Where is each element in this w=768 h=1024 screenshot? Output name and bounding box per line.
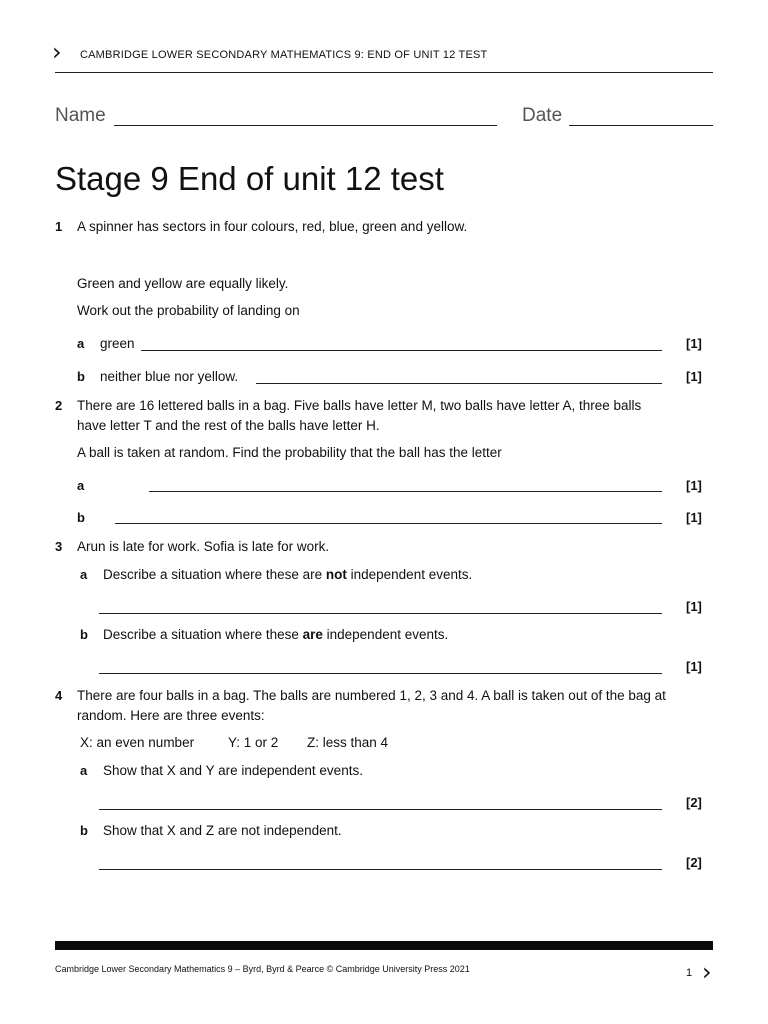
part-label: b	[80, 823, 88, 838]
part-text: Describe a situation where these are independent events.	[103, 627, 449, 642]
event-x: X: an even number	[80, 735, 195, 750]
header-chevron-icon: ›	[52, 38, 62, 66]
part-label: b	[80, 627, 88, 642]
marks-badge: [2]	[686, 855, 702, 870]
question-number: 1	[55, 219, 63, 234]
footer-copyright: Cambridge Lower Secondary Mathematics 9 – Byrd, Byrd & Pearce © Cambridge University Press 2021	[55, 964, 470, 974]
part-label: b	[77, 510, 85, 525]
part-text: green	[100, 336, 135, 351]
name-label: Name	[55, 105, 106, 126]
name-field[interactable]	[114, 125, 497, 126]
date-field[interactable]	[569, 125, 713, 126]
question-number: 2	[55, 398, 63, 413]
question-text: There are four balls in a bag. The balls are numbered 1, 2, 3 and 4. A ball is taken out of the bag at random. Here are three events:	[77, 688, 666, 723]
event-y: Y: 1 or 2	[228, 735, 279, 750]
question-text: Arun is late for work. Sofia is late for work.	[77, 539, 330, 554]
answer-line[interactable]	[141, 350, 662, 351]
date-label: Date	[522, 105, 563, 126]
part-label: a	[77, 336, 85, 351]
question-text: Work out the probability of landing on	[77, 303, 300, 318]
question-number: 3	[55, 539, 63, 554]
marks-badge: [1]	[686, 599, 702, 614]
answer-line[interactable]	[99, 869, 662, 870]
answer-line[interactable]	[99, 809, 662, 810]
page-title: Stage 9 End of unit 12 test	[55, 160, 444, 197]
answer-line[interactable]	[256, 383, 662, 384]
header-title: CAMBRIDGE LOWER SECONDARY MATHEMATICS 9: END OF UNIT 12 TEST	[80, 49, 488, 61]
page-number: 1	[686, 967, 693, 979]
part-label: a	[80, 567, 88, 582]
marks-badge: [1]	[686, 369, 702, 384]
marks-badge: [1]	[686, 659, 702, 674]
question-number: 4	[55, 688, 63, 703]
part-text: Show that X and Y are independent events.	[103, 763, 363, 778]
answer-line[interactable]	[99, 613, 662, 614]
question-text: A ball is taken at random. Find the probability that the ball has the letter	[77, 445, 502, 460]
next-page-chevron-icon[interactable]: ›	[702, 958, 712, 986]
part-label: b	[77, 369, 85, 384]
event-z: Z: less than 4	[307, 735, 389, 750]
part-label: a	[77, 478, 85, 493]
answer-line[interactable]	[99, 673, 662, 674]
part-label: a	[80, 763, 88, 778]
marks-badge: [1]	[686, 336, 702, 351]
question-text: There are 16 lettered balls in a bag. Five balls have letter M, two balls have letter A, three balls have letter T and the rest of the balls have letter H.	[77, 398, 642, 433]
answer-line[interactable]	[149, 491, 662, 492]
answer-line[interactable]	[115, 523, 662, 524]
marks-badge: [1]	[686, 510, 702, 525]
part-text: Show that X and Z are not independent.	[103, 823, 342, 838]
question-text: Green and yellow are equally likely.	[77, 276, 289, 291]
footer-bar	[55, 941, 713, 950]
header-divider	[55, 72, 713, 73]
marks-badge: [1]	[686, 478, 702, 493]
part-text: neither blue nor yellow.	[100, 369, 239, 384]
part-text: Describe a situation where these are not independent events.	[103, 567, 473, 582]
marks-badge: [2]	[686, 795, 702, 810]
question-text: A spinner has sectors in four colours, red, blue, green and yellow.	[77, 219, 468, 234]
